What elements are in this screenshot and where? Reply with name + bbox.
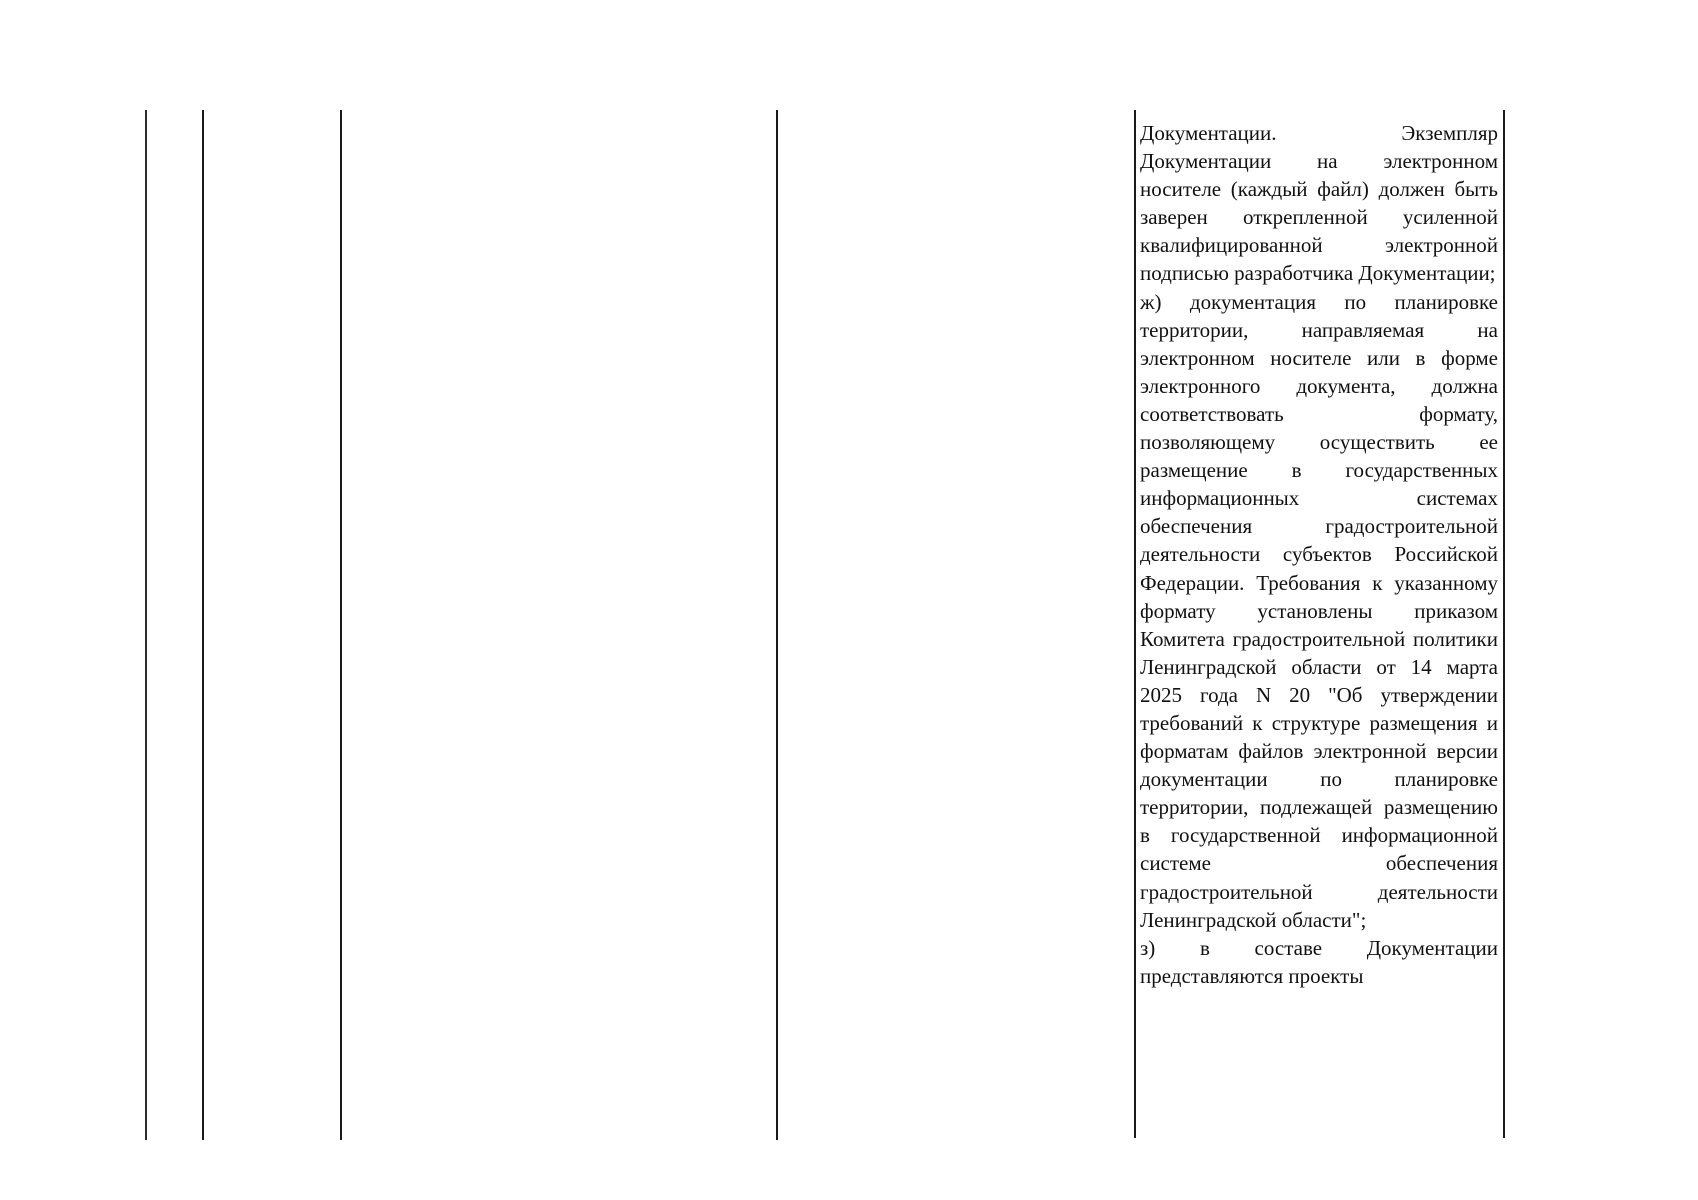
- table-column-border: [776, 110, 778, 1140]
- paragraph: з) в составе Документации представляются проекты: [1140, 935, 1498, 988]
- table-column-border: [1503, 110, 1505, 1138]
- table-column-border: [340, 110, 342, 1140]
- table-column-border: [202, 110, 204, 1140]
- table-column-border: [1134, 110, 1136, 1138]
- table-cell-text: [1140, 119, 1498, 990]
- paragraph: ж) документация по планировке территории, направляемая на электронном носителе или в форме электронного документа, должна соответствовать формату, позволяющему осуществить ее размещение в государственных информационных системах обеспечения градостроительной деятельности субъектов Российской Федерации. Требования к указанному формату установлены приказом Комитета градостроительной политики Ленинградской области от 14 марта 2025 года N 20 "Об утверждении требований к структуре размещения и форматам файлов электронной версии документации по планировке территории, подлежащей размещению в государственной информационной системе обеспечения градостроительной деятельности Ленинградской области";: [1140, 289, 1498, 932]
- table-column-border: [145, 110, 147, 1140]
- paragraph: Документации. Экземпляр Документации на электронном носителе (каждый файл) должен быть заверен открепленной усиленной квалифицированной электронной подписью разработчика Документации;: [1140, 121, 1498, 286]
